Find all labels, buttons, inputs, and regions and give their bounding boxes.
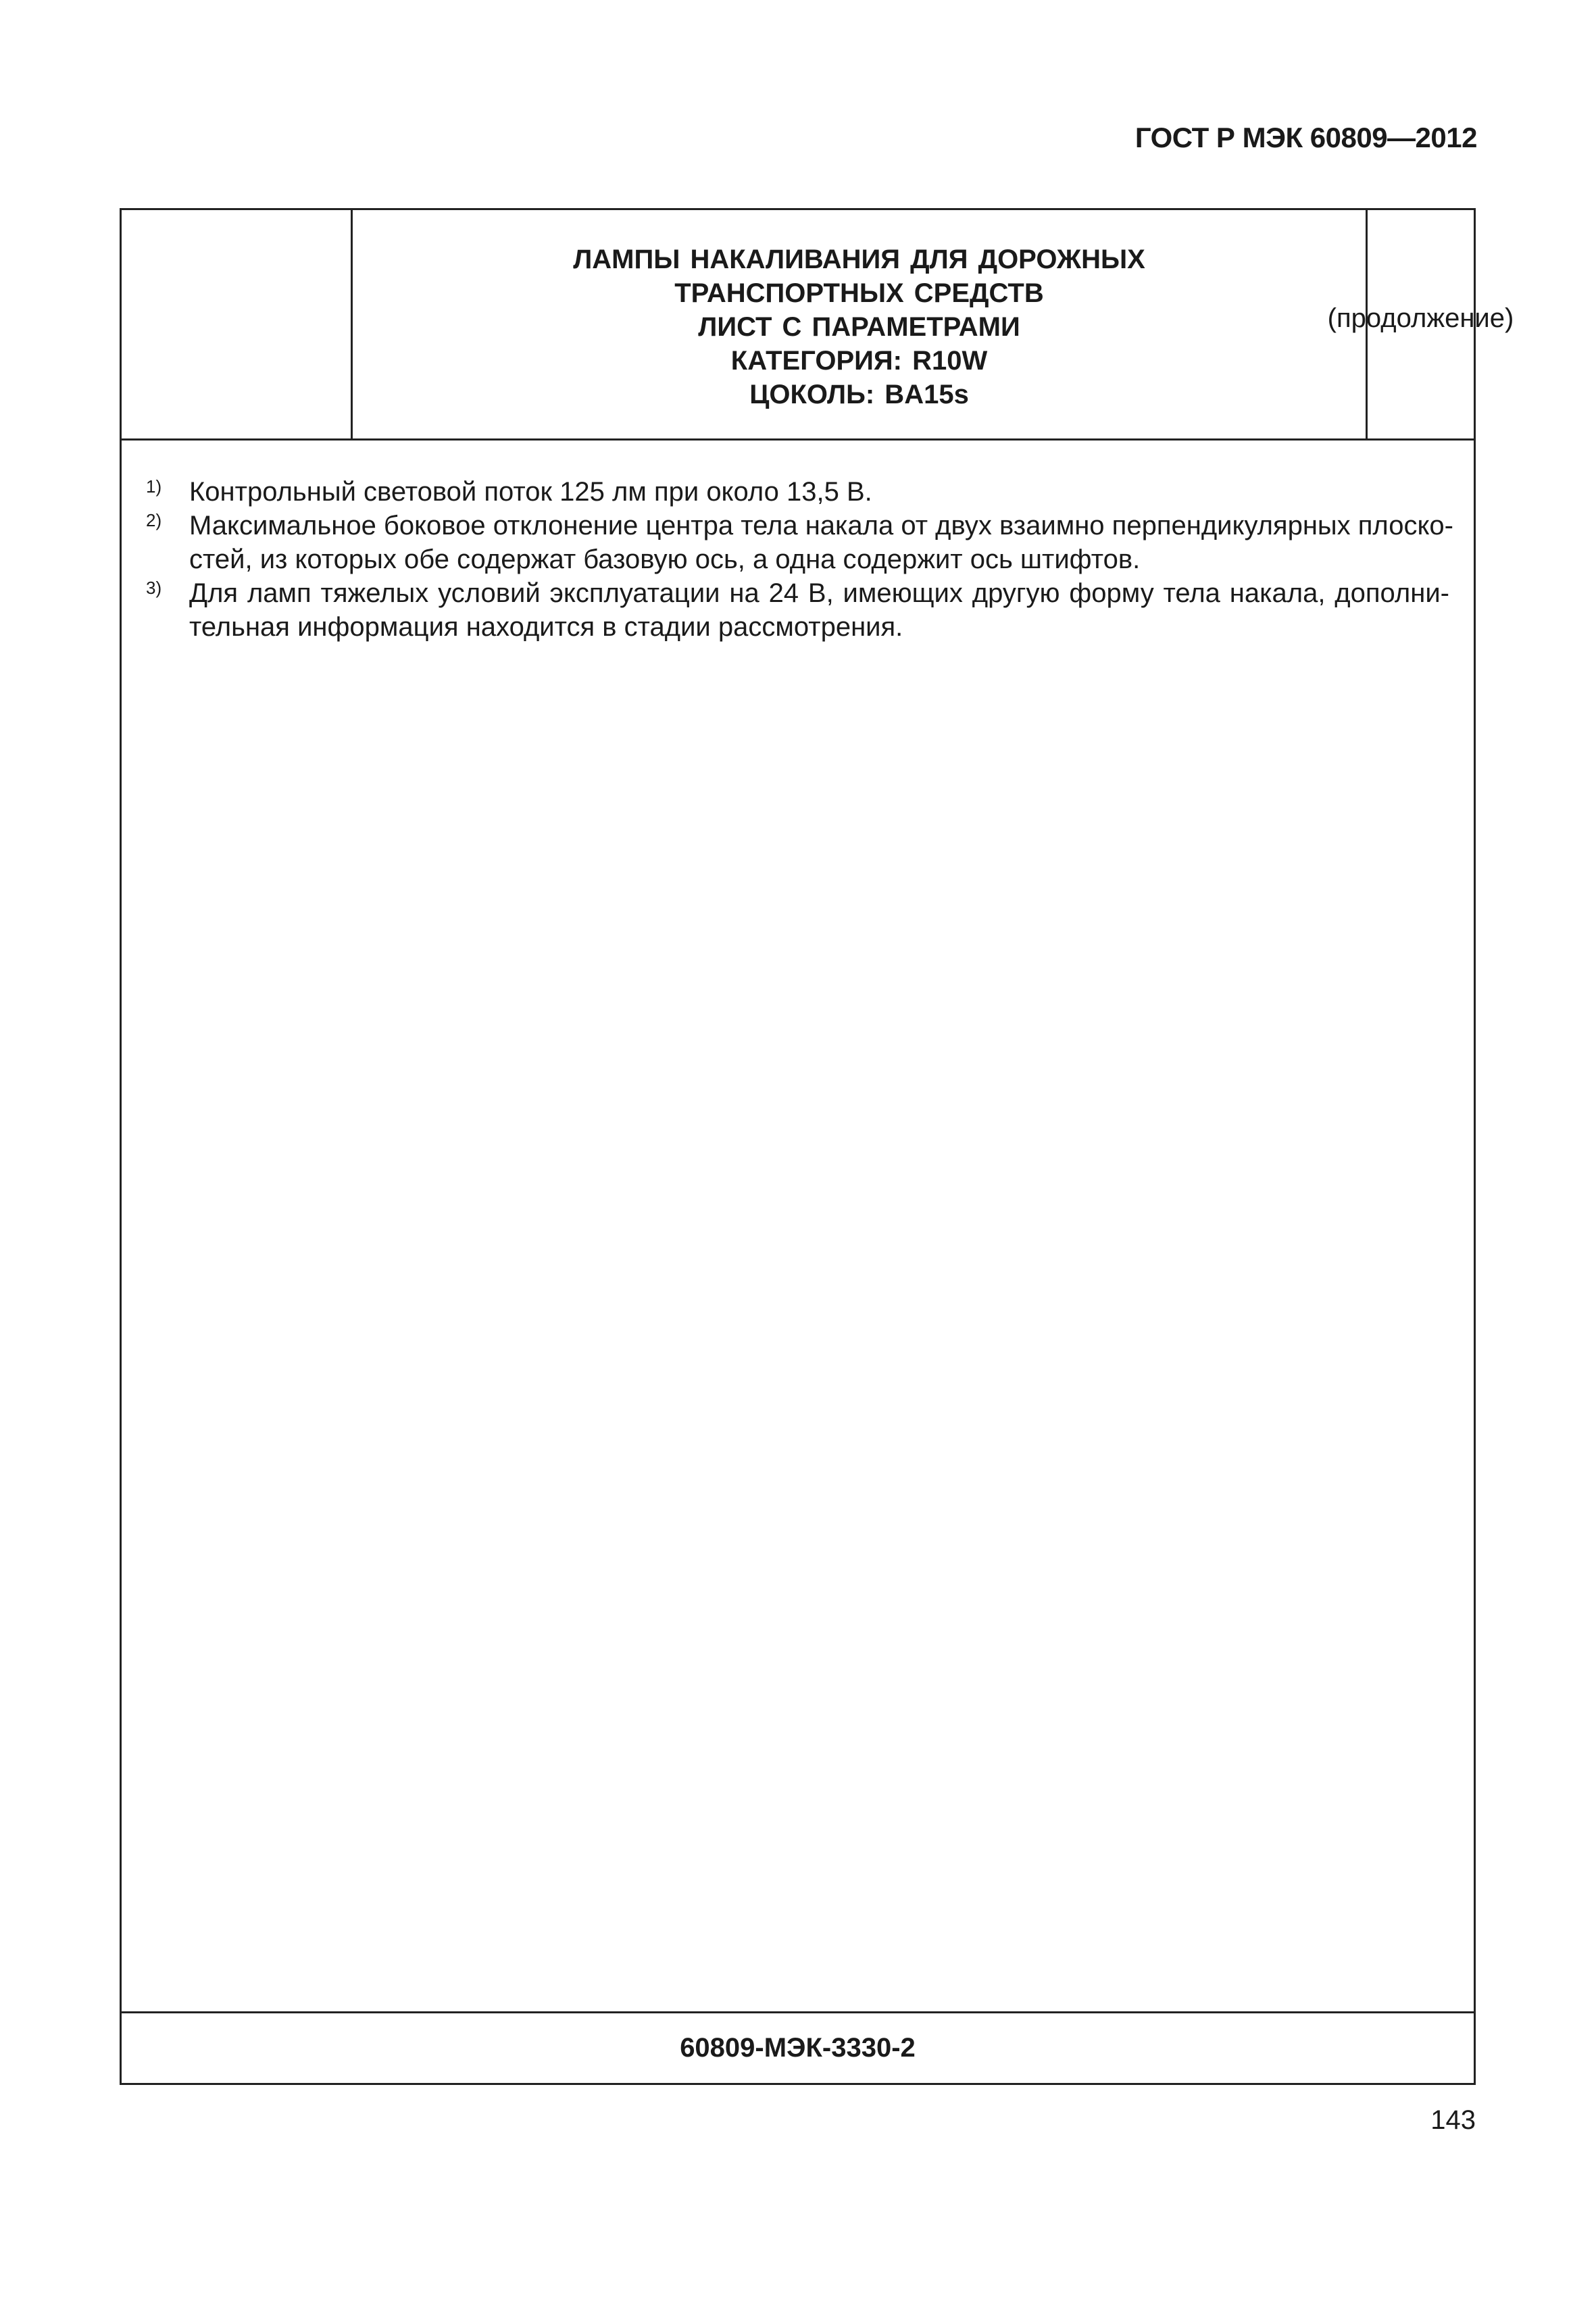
footnote-text-line: тельная информация находится в стадии рассмотрения. <box>189 612 903 642</box>
footnote-1 <box>146 475 1449 509</box>
footnote-mark: 3) <box>146 578 162 598</box>
footnote-text-line: Максимальное боковое отклонение центра тела накала от двух взаимно перпендикулярных плоско- <box>189 511 1453 540</box>
sheet-title-line: ЛАМПЫ НАКАЛИВАНИЯ ДЛЯ ДОРОЖНЫХ <box>573 245 1145 274</box>
standard-code: ГОСТ Р МЭК 60809—2012 <box>1134 122 1477 153</box>
parameter-sheet <box>120 208 1514 2085</box>
sheet-title <box>353 210 1368 438</box>
footnote-2 <box>146 509 1453 576</box>
footnote-text-line: Для ламп тяжелых условий эксплуатации на 24 В, имеющих другую форму тела накала, дополни- <box>189 578 1449 608</box>
page-number: 143 <box>1430 2105 1476 2135</box>
sheet-title-line: ЦОКОЛЬ: BA15s <box>749 380 969 409</box>
footnote-text-line: стей, из которых обе содержат базовую ось, а одна содержит ось штифтов. <box>189 545 1141 574</box>
footnote-3 <box>146 576 1449 644</box>
sheet-title-line: ЛИСТ С ПАРАМЕТРАМИ <box>698 312 1020 342</box>
footnote-mark: 2) <box>146 510 162 530</box>
sheet-title-line: КАТЕГОРИЯ: R10W <box>730 346 988 376</box>
sheet-header <box>122 210 1514 441</box>
continuation-label: (продолжение) <box>1327 303 1514 333</box>
footnotes <box>146 475 1453 644</box>
footnote-mark: 1) <box>146 476 162 497</box>
footnote-text-line: Контрольный световой поток 125 лм при около 13,5 В. <box>189 477 872 507</box>
sheet-code: 60809-МЭК-3330-2 <box>122 2011 1474 2083</box>
sheet-header-left-cell <box>122 210 353 438</box>
sheet-title-line: ТРАНСПОРТНЫХ СРЕДСТВ <box>674 278 1044 308</box>
